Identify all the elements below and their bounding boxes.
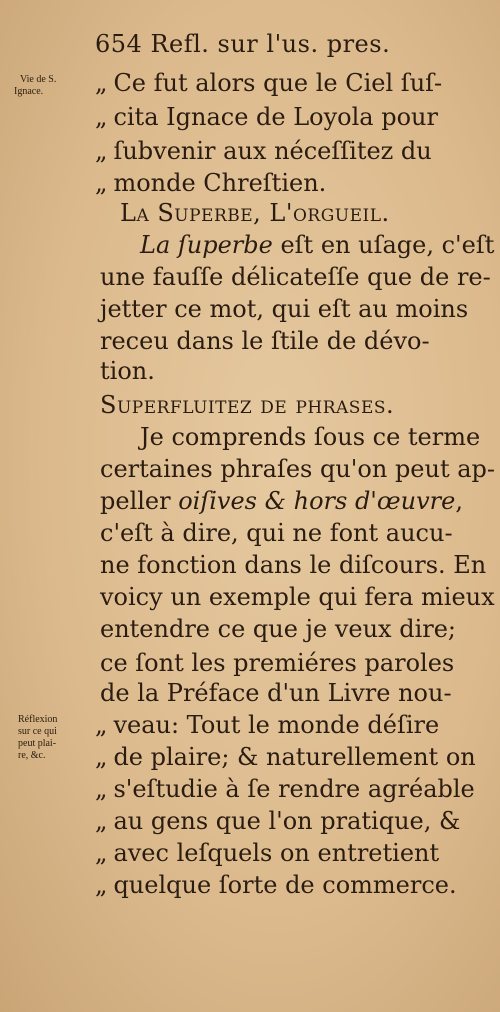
text-line: ne fonction dans le diſcours. En <box>100 551 487 579</box>
quote-mark: „ <box>95 839 108 867</box>
text-line <box>95 102 438 132</box>
text-line <box>100 486 463 516</box>
italic-term: oiſives & hors d'œuvre <box>178 487 456 515</box>
text-line: entendre ce que je veux dire; <box>100 615 457 643</box>
line-text: Ce fut alors que le Ciel ſuſ- <box>113 69 443 97</box>
text-line <box>95 870 457 900</box>
quote-mark: „ <box>95 871 108 899</box>
text-line <box>95 68 442 98</box>
line-text: , <box>455 487 463 515</box>
line-text: de plaire; & naturellement on <box>113 743 476 771</box>
text-line <box>95 838 439 868</box>
text-line: jetter ce mot, qui eſt au moins <box>100 295 469 323</box>
text-line: receu dans le ſtile de dévo- <box>100 327 430 355</box>
text-line <box>95 168 326 198</box>
text-line: certaines phraſes qu'on peut ap- <box>100 455 496 483</box>
text-line: Je comprends ſous ce terme <box>140 423 481 451</box>
quote-mark: „ <box>95 807 108 835</box>
margin-note-line: Réflexion <box>18 714 58 725</box>
quote-mark: „ <box>95 69 108 97</box>
margin-note-line: peut plai- <box>18 738 57 749</box>
line-text: quelque ſorte de commerce. <box>113 871 457 899</box>
text-line: tion. <box>100 357 155 385</box>
margin-note-line: re, &c. <box>18 750 46 761</box>
text-line <box>95 710 439 740</box>
text-line <box>140 230 494 260</box>
margin-note-line: Vie de S. <box>20 74 57 85</box>
line-text: s'eſtudie à ſe rendre agréable <box>113 775 475 803</box>
text-line <box>95 774 475 804</box>
text-line: voicy un exemple qui fera mieux <box>100 583 495 611</box>
line-text: peller <box>100 487 179 515</box>
quote-mark: „ <box>95 103 108 131</box>
margin-note-vie <box>14 74 57 98</box>
quote-mark: „ <box>95 711 108 739</box>
text-line: une fauſſe délicateſſe que de re- <box>100 263 491 291</box>
quote-mark: „ <box>95 169 108 197</box>
quote-mark: „ <box>95 137 108 165</box>
text-line <box>95 806 460 836</box>
italic-term: La ſuperbe <box>140 231 273 259</box>
line-text: cita Ignace de Loyola pour <box>113 103 438 131</box>
line-text: avec leſquels on entretient <box>113 839 440 867</box>
text-line <box>95 136 432 166</box>
quote-mark: „ <box>95 775 108 803</box>
line-text: au gens que l'on pratique, & <box>113 807 461 835</box>
line-text: monde Chreſtien. <box>113 169 327 197</box>
section-heading-superfluitez: Superfluitez de phrases. <box>100 391 395 419</box>
margin-note-reflexion <box>18 714 57 762</box>
text-line: de la Préface d'un Livre nou- <box>100 679 452 707</box>
text-line: c'eſt à dire, qui ne font aucu- <box>100 519 453 547</box>
section-heading-superbe: La Superbe, L'orgueil. <box>120 199 390 227</box>
quote-mark: „ <box>95 743 108 771</box>
text-line <box>95 742 476 772</box>
text-line: ce ſont les premiéres paroles <box>100 649 455 677</box>
line-text: veau: Tout le monde déſire <box>113 711 440 739</box>
margin-note-line: Ignace. <box>14 86 44 97</box>
line-text: eſt en uſage, c'eſt <box>272 231 495 259</box>
margin-note-line: sur ce qui <box>18 726 57 737</box>
line-text: ſubvenir aux néceſſitez du <box>113 137 432 165</box>
page-header: 654 Refl. sur l'us. pres. <box>95 30 391 58</box>
